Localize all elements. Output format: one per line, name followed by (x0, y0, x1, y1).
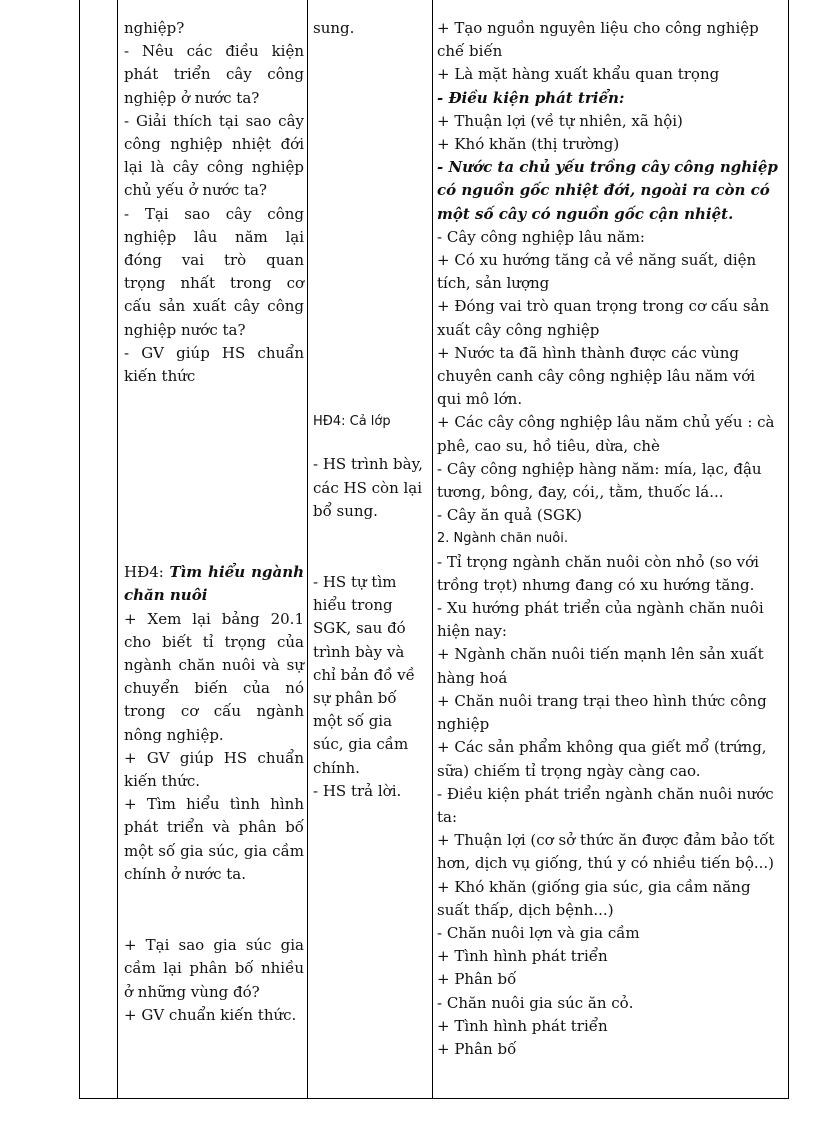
content-subheading: - Điều kiện phát triển: (437, 88, 625, 107)
content-line: + Tình hình phát triển (437, 947, 608, 966)
content-line: - Cây ăn quả (SGK) (437, 506, 583, 525)
content-line: - Cây công nghiệp hàng năm: mía, lạc, đậu tương, bông, đay, cói,, tằm, thuốc lá... (437, 459, 762, 502)
column-divider (117, 0, 118, 1098)
content-line: + Nước ta đã hình thành được các vùng chuyên canh cây công nghiệp lâu năm với qui mô lớn. (437, 343, 756, 409)
teacher-line: nghiệp? (124, 19, 185, 37)
teacher-line: + Tại sao gia súc gia cầm lại phân bố nhiều ở những vùng đó? (124, 936, 304, 1001)
content-line: + Khó khăn (giống gia súc, gia cầm năng suất thấp, dịch bệnh...) (437, 877, 751, 919)
content-line: + Các sản phẩm không qua giết mổ (trứng, sữa) chiếm tỉ trọng ngày càng cao. (437, 738, 767, 780)
student-line: - HS trả lời. (313, 781, 402, 800)
hd4-heading (124, 561, 304, 607)
teacher-line: - Tại sao cây công nghiệp lâu năm lại đóng vai trò quan trọng nhất trong cơ cấu sản xuất cây công nghiệp nước ta? (124, 204, 304, 339)
content-line: - Điều kiện phát triển ngành chăn nuôi nước ta: (437, 784, 774, 826)
teacher-line: + GV giúp HS chuẩn kiến thức. (124, 748, 304, 791)
teacher-line: - Giải thích tại sao cây công nghiệp nhiệt đới lại là cây công nghiệp chủ yếu ở nước ta? (124, 111, 304, 200)
student-line: sung. (313, 19, 355, 37)
content-line: + Tạo nguồn nguyên liệu cho công nghiệp chế biến (437, 19, 759, 61)
content-line: + Là mặt hàng xuất khẩu quan trọng (437, 65, 720, 84)
content-emphasis: - Nước ta chủ yếu trồng cây công nghiệp có nguồn gốc nhiệt đới, ngoài ra còn có một số cây có nguồn gốc cận nhiệt. (437, 158, 778, 223)
content-line: - Xu hướng phát triển của ngành chăn nuôi hiện nay: (437, 599, 764, 641)
content-line: + Phân bố (437, 970, 517, 989)
content-line: + Có xu hướng tăng cả về năng suất, diện tích, sản lượng (437, 251, 757, 293)
content-line: - Chăn nuôi lợn và gia cầm (437, 923, 640, 942)
content-line: - Tỉ trọng ngành chăn nuôi còn nhỏ (so với trồng trọt) nhưng đang có xu hướng tăng. (437, 552, 759, 594)
content-line: + Các cây công nghiệp lâu năm chủ yếu : cà phê, cao su, hồ tiêu, dừa, chè (437, 413, 775, 455)
content-line: + Thuận lợi (cơ sở thức ăn được đảm bảo tốt hơn, dịch vụ giống, thú y có nhiều tiến bộ...) (437, 831, 775, 873)
teacher-line: + Xem lại bảng 20.1 cho biết tỉ trọng của ngành chăn nuôi và sự chuyển biến của nó trong cơ cấu ngành nông nghiệp. (124, 609, 304, 744)
student-line: - HS trình bày, các HS còn lại bổ sung. (313, 455, 423, 520)
hd4-student-label: HĐ4: Cả lớp (313, 414, 391, 430)
student-activity-column (313, 17, 425, 803)
content-line: + Thuận lợi (về tự nhiên, xã hội) (437, 111, 683, 130)
content-column (437, 17, 781, 1061)
teacher-line: - GV giúp HS chuẩn kiến thức (124, 343, 304, 386)
column-divider (307, 0, 308, 1098)
teacher-line: + GV chuẩn kiến thức. (124, 1005, 297, 1024)
student-line: - HS tự tìm hiểu trong SGK, sau đó trình bày và chỉ bản đồ về sự phân bố một số gia súc, gia cầm chính. (313, 573, 415, 777)
content-line: + Chăn nuôi trang trại theo hình thức công nghiệp (437, 691, 767, 734)
section-heading: 2. Ngành chăn nuôi. (437, 531, 568, 547)
column-divider (432, 0, 433, 1098)
hd4-prefix: HĐ4: (124, 563, 170, 582)
teacher-activity-column (124, 17, 304, 1027)
content-line: + Khó khăn (thị trường) (437, 135, 620, 154)
content-line: - Chăn nuôi gia súc ăn cỏ. (437, 993, 634, 1012)
content-line: - Cây công nghiệp lâu năm: (437, 227, 645, 246)
teacher-line: - Nêu các điều kiện phát triển cây công nghiệp ở nước ta? (124, 42, 304, 107)
hd4-title: Tìm hiểu ngành chăn nuôi (124, 563, 305, 605)
content-line: + Ngành chăn nuôi tiến mạnh lên sản xuất hàng hoá (437, 645, 764, 687)
content-line: + Đóng vai trò quan trọng trong cơ cấu sản xuất cây công nghiệp (437, 297, 770, 339)
content-line: + Tình hình phát triển (437, 1016, 608, 1035)
content-line: + Phân bố (437, 1039, 517, 1058)
teacher-line: + Tìm hiểu tình hình phát triển và phân bố một số gia súc, gia cầm chính ở nước ta. (124, 795, 304, 883)
